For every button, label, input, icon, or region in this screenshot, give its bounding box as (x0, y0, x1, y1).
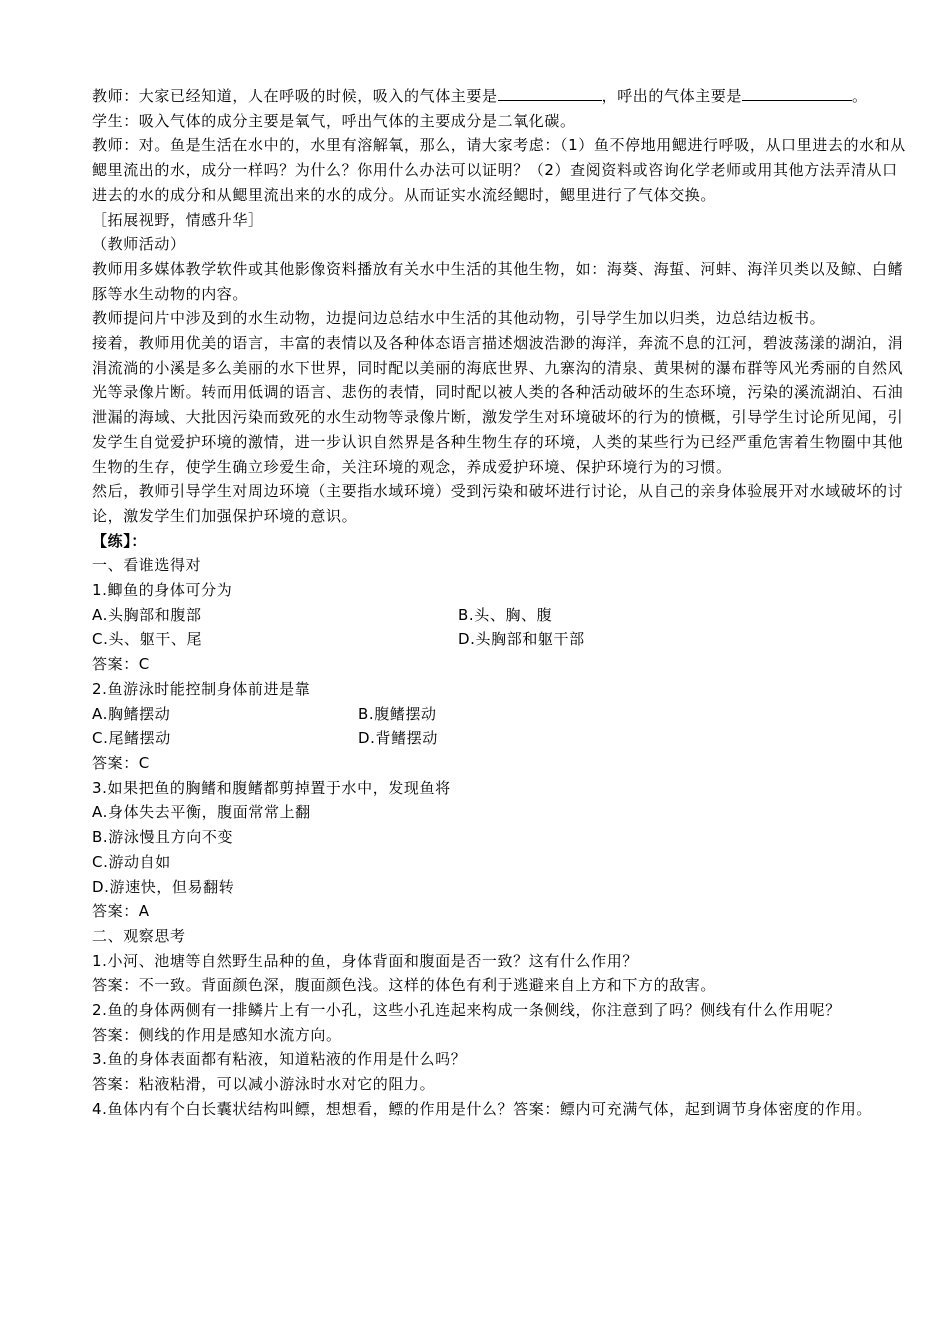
option: B.头、胸、腹 (458, 605, 553, 624)
option: B.腹鳍摆动 (358, 704, 437, 723)
options-row (92, 603, 912, 628)
practice-label: 【练】： (92, 531, 147, 550)
paragraph: 接着，教师用优美的语言，丰富的表情以及各种体态语言描述烟波浩渺的海洋，奔流不息的江河，碧波荡漾的湖泊，涓涓流淌的小溪是多么美丽的水下世界，同时配以美丽的海底世界、九寨沟的清泉、黄果树的瀑布群等风光秀丽的自然风光等录像片断。转而用低调的语言、悲伤的表情，同时配以被人类的各种活动破坏的生态环境，污染的溪流湖泊、石油泄漏的海域、大批因污染而致死的水生动物等录像片断，激发学生对环境破坏的行为的愤概，引导学生讨论所见闻，引发学生自觉爱护环境的激情，进一步认识自然界是各种生物生存的环境，人类的某些行为已经严重危害着生物圈中其他生物的生存，使学生确立珍爱生命，关注环境的观念，养成爱护环境、保护环境行为的习惯。 (92, 334, 904, 476)
question: 3.如果把鱼的胸鳍和腹鳍都剪掉置于水中，发现鱼将 (92, 778, 451, 797)
question: 2.鱼的身体两侧有一排鳞片上有一小孔，这些小孔连起来构成一条侧线，你注意到了吗？侧线有什么作用呢？ (92, 1001, 841, 1020)
answer-blank-inhaled (498, 84, 602, 101)
option: B.游泳慢且方向不变 (92, 828, 234, 847)
part-title: 一、看谁选得对 (92, 556, 202, 575)
question: 1.鲫鱼的身体可分为 (92, 581, 233, 600)
student-answer: 学生：吸入气体的成分主要是氧气，呼出气体的主要成分是二氧化碳。 (92, 111, 576, 130)
question-text: ，呼出的气体主要是 (601, 87, 743, 105)
document-page (92, 84, 912, 1122)
answer: 答案：粘液粘滑，可以减小游泳时水对它的阻力。 (92, 1075, 436, 1094)
options-row (92, 726, 912, 751)
paragraph: 教师提问片中涉及到的水生动物，边提问边总结水中生活的其他动物，引导学生加以归类，边总结边板书。 (92, 309, 826, 328)
option: A.胸鳍摆动 (92, 704, 171, 723)
answer-blank-exhaled (742, 84, 852, 101)
paragraph: 然后，教师引导学生对周边环境（主要指水域环境）受到污染和破坏进行讨论，从自己的亲身体验展开对水域破坏的讨论，激发学生们加强保护环境的意识。 (92, 482, 904, 525)
teacher-paragraph: 教师：对。鱼是生活在水中的，水里有溶解氧，那么，请大家考虑：（1）鱼不停地用鳃进行呼吸，从口里进去的水和从鳃里流出的水，成分一样吗？为什么？你用什么办法可以证明？（2）查阅资料或咨询化学老师或用其他方法弄清从口进去的水的成分和从鳃里流出来的水的成分。从而证实水流经鳃时，鳃里进行了气体交换。 (92, 136, 906, 204)
options-row (92, 702, 912, 727)
option: C.头、躯干、尾 (92, 630, 203, 649)
option: D.背鳍摆动 (358, 729, 438, 748)
activity-label: （教师活动） (92, 235, 186, 254)
answer: 答案：A (92, 902, 150, 921)
option: A.身体失去平衡，腹面常常上翻 (92, 803, 311, 822)
option: D.头胸部和躯干部 (458, 630, 585, 649)
answer: 答案：侧线的作用是感知水流方向。 (92, 1025, 342, 1044)
answer: 答案：C (92, 753, 150, 772)
question-text: 。 (852, 87, 868, 105)
option: C.尾鳍摆动 (92, 729, 171, 748)
question: 2.鱼游泳时能控制身体前进是靠 (92, 679, 311, 698)
question: 1.小河、池塘等自然野生品种的鱼，身体背面和腹面是否一致？这有什么作用？ (92, 951, 638, 970)
option: C.游动自如 (92, 852, 171, 871)
answer: 答案：C (92, 655, 150, 674)
option: A.头胸部和腹部 (92, 605, 202, 624)
question: 3.鱼的身体表面都有粘液，知道粘液的作用是什么吗？ (92, 1050, 467, 1069)
paragraph: 教师用多媒体教学软件或其他影像资料播放有关水中生活的其他生物，如：海葵、海蜇、河蚌、海洋贝类以及鲸、白鳍豚等水生动物的内容。 (92, 259, 904, 303)
option: D.游速快，但易翻转 (92, 877, 235, 896)
options-row (92, 627, 912, 652)
section-heading: ［拓展视野，情感升华］ (92, 210, 264, 229)
teacher-question (92, 84, 912, 109)
question-text: 教师：大家已经知道，人在呼吸的时候，吸入的气体主要是 (92, 87, 498, 105)
part-title: 二、观察思考 (92, 926, 186, 945)
answer: 答案：不一致。背面颜色深，腹面颜色浅。这样的体色有利于逃避来自上方和下方的敌害。 (92, 976, 717, 995)
question-with-answer: 4.鱼体内有个白长囊状结构叫鳔，想想看，鳔的作用是什么？答案：鳔内可充满气体，起到调节身体密度的作用。 (92, 1099, 872, 1118)
